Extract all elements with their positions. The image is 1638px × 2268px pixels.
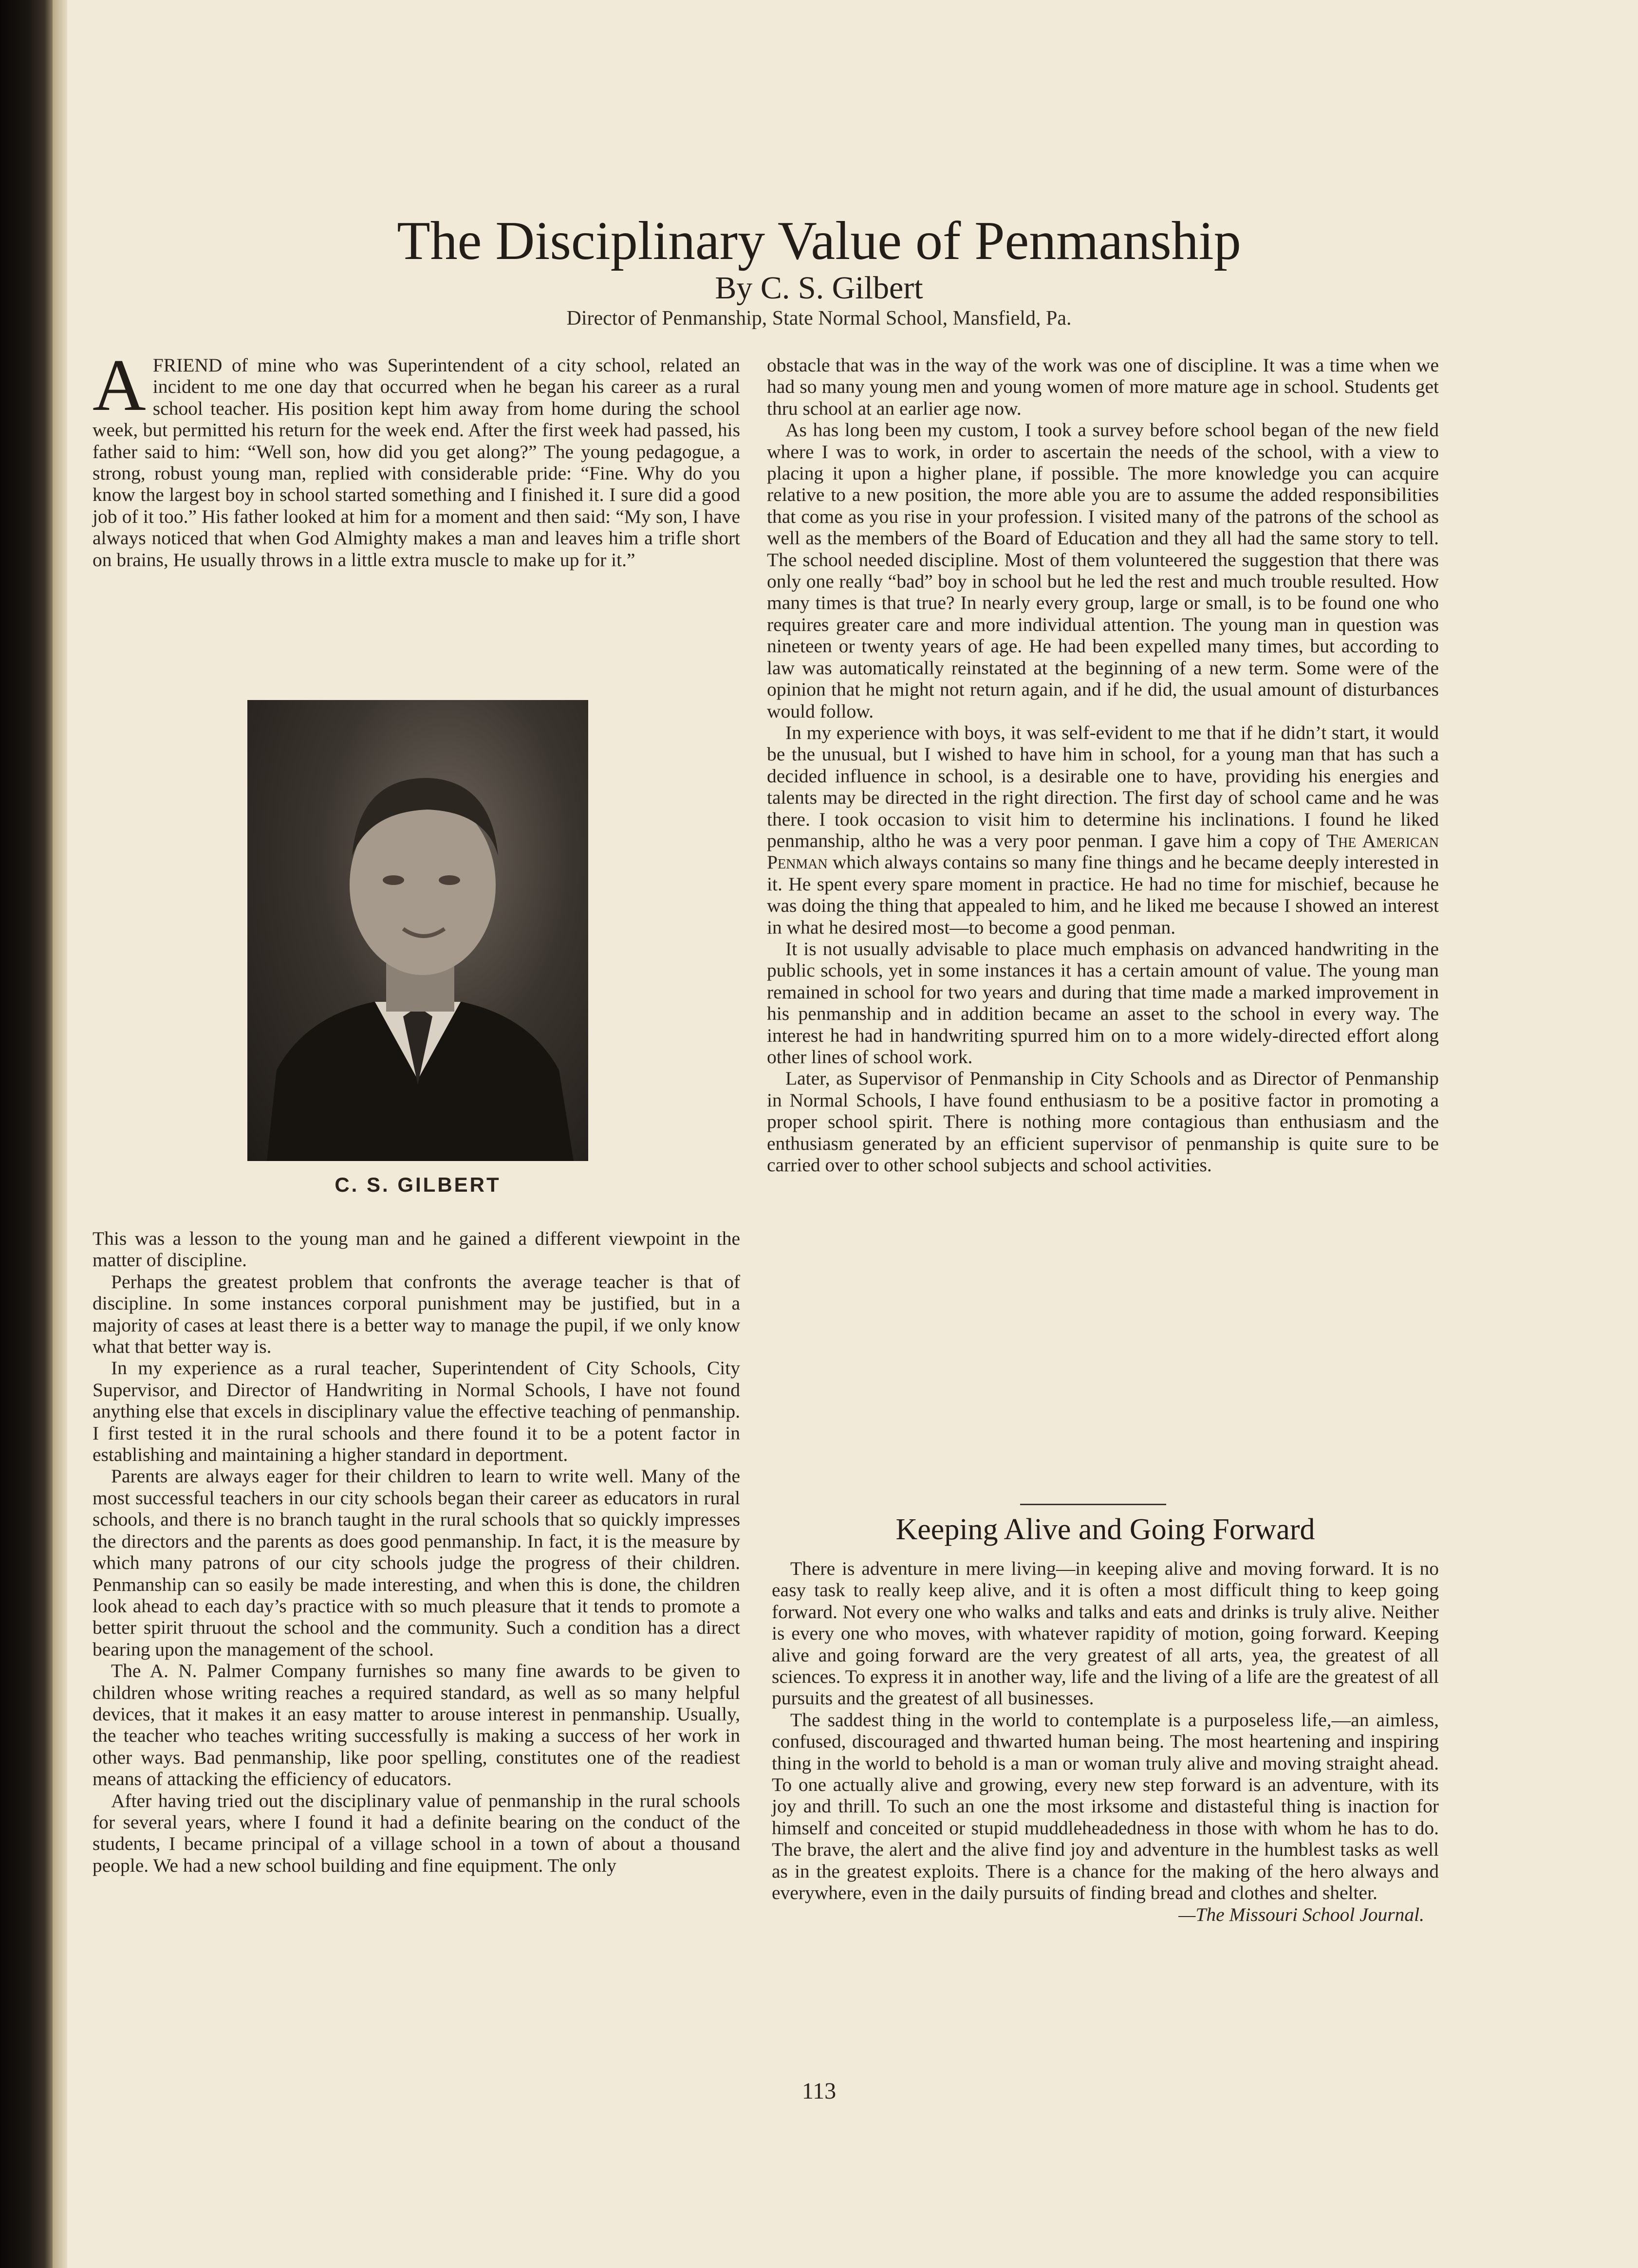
paragraph-text: In my experience with boys, it was self-evident to me that if he didn’t start, it would be the unusual, but I wished to have him in school, for a young man that has such a decided influence in school, is a desirable one to have, providing his energies and talents may be directed in the right direction. The first day of school came and he was there. I took occasion to visit him to determine his inclinations. I found he liked penmanship, altho he was a very poor penman. I gave him a copy of [767, 721, 1439, 851]
right-column-body [767, 354, 1439, 1176]
body-paragraph: As has long been my custom, I took a survey before school began of the new field where I was to work, in order to ascertain the needs of the school, with a view to placing it upon a higher plane, if possible. The more knowledge you can acquire relative to a new position, the more able you are to assume the added responsibilities that come as you rise in your profession. I visited many of the patrons of the school as well as the members of the Board of Education and they all had the same story to tell. The school needed discipline. Most of them volunteered the suggestion that there was only one really “bad” boy in school but he led the rest and much trouble resulted. How many times is that true? In nearly every group, large or small, is to be found one who requires greater care and more individual attention. The young man in question was nineteen or twenty years of age. He had been expelled many times, but according to law was automatically reinstated at the beginning of a new term. Some were of the opinion that he might not return again, and if he did, the usual amount of disturbances would follow. [767, 419, 1439, 722]
sidebar-title: Keeping Alive and Going Forward [895, 1513, 1315, 1546]
author-affiliation: Director of Penmanship, State Normal School, Mansfield, Pa. [566, 307, 1072, 330]
sidebar-body [772, 1558, 1439, 1925]
journal-title: The American Penman [767, 830, 1439, 873]
sidebar-paragraph: The saddest thing in the world to contemplate is a purposeless life,—an aimless, confused, discouraged and thwarted human being. The most heartening and inspiring thing in the world to behold is a man or woman truly alive and moving straight ahead. To one actually alive and growing, every new step forward is an adventure, with its joy and thrill. To such an one the most irksome and distasteful thing is inaction for himself and conceited or stupid muddleheadedness in those with whom he has to do. The brave, the alert and the alive find joy and adventure in the humblest tasks as well as in the greatest exploits. There is a chance for the making of the hero always and everywhere, even in the daily pursuits of finding bread and clothes and shelter. [772, 1709, 1439, 1904]
drop-cap: A [93, 344, 146, 426]
portrait-caption: C. S. GILBERT [335, 1173, 501, 1196]
section-divider [1020, 1504, 1166, 1505]
body-paragraph: It is not usually advisable to place much emphasis on advanced handwriting in the public schools, yet in some instances it has a certain amount of value. The young man remained in school for two years and during that time made a marked improvement in his penmanship and in addition became an asset to the school in every way. The interest he had in handwriting spurred him on to a more widely-directed effort along other lines of school work. [767, 938, 1439, 1068]
article-byline: By C. S. Gilbert [715, 270, 923, 306]
intro-text: FRIEND of mine who was Superintendent of a city school, related an incident to me one day that occurred when he began his career as a rural school teacher. His position kept him away from home during the school week, but permitted his return for the week end. After the first week had passed, his father said to him: “Well son, how did you get along?” The young pedagogue, a strong, robust young man, replied with considerable pride: “Fine. Why do you know the largest boy in school started something and I finished it. I sure did a good job of it too.” His father looked at him for a moment and then said: “My son, I have always noticed that when God Almighty makes a man and leaves him a trifle short on brains, He usually throws in a little extra muscle to make up for it.” [93, 354, 740, 571]
sidebar-source: —The Missouri School Journal. [1178, 1903, 1424, 1925]
sidebar-paragraph: There is adventure in mere living—in keeping alive and moving forward. It is no easy task to really keep alive, and it is often a most difficult thing to keep going forward. Not every one who walks and talks and eats and drinks is truly alive. Neither is every one who moves, with whatever rapidity of motion, going forward. Keeping alive and going forward are the very greatest of all arts, yea, the greatest of all sciences. To express it in another way, life and the living of a life are the greatest of all pursuits and the greatest of all businesses. [772, 1558, 1439, 1709]
body-paragraph: The A. N. Palmer Company furnishes so many fine awards to be given to children whose writing reaches a required standard, as well as so many helpful devices, that it makes it an easy matter to arouse interest in penmanship. Usually, the teacher who teaches writing successfully is making a success of her work in other ways. Bad penmanship, like poor spelling, constitutes one of the readiest means of attacking the efficiency of educators. [93, 1660, 740, 1790]
body-paragraph: In my experience as a rural teacher, Superintendent of City Schools, City Supervisor, and Director of Handwriting in Normal Schools, I have not found anything else that excels in disciplinary value the effective teaching of penmanship. I first tested it in the rural schools and there found it to be a potent factor in establishing and maintaining a higher standard in deportment. [93, 1357, 740, 1466]
body-paragraph: After having tried out the disciplinary value of penmanship in the rural schools for several years, where I found it had a definite bearing on the conduct of the students, I became principal of a village school in a town of about a thousand people. We had a new school building and fine equipment. The only [93, 1789, 740, 1876]
body-paragraph: Parents are always eager for their children to learn to write well. Many of the most successful teachers in our city schools began their career as educators in rural schools, and there is no branch taught in the rural schools that so quickly impresses the directors and the parents as does good penmanship. In fact, it is the measure by which many patrons of our city schools judge the progress of their children. Penmanship can so easily be made interesting, and when this is done, the children look ahead to each day’s practice with so much pleasure that it tends to promote a better spirit thruout the school and the community. Such a condition has a direct bearing upon the management of the school. [93, 1465, 740, 1660]
book-binding [0, 0, 53, 2268]
show-through-running-head [890, 126, 1572, 155]
body-paragraph: Later, as Supervisor of Penmanship in City Schools and as Director of Penmanship in Normal Schools, I have found enthusiasm to be a positive factor in promoting a proper school spirit. There is nothing more contagious than enthusiasm and the enthusiasm generated by an efficient supervisor of penmanship is quite sure to be carried over to other school subjects and school activities. [767, 1068, 1439, 1176]
body-paragraph: obstacle that was in the way of the work was one of discipline. It was a time when we had so many young men and young women of more mature age in school. Students get thru school at an earlier age now. [767, 354, 1439, 419]
left-column-body [93, 1228, 740, 1876]
intro-paragraph [93, 344, 740, 571]
author-portrait [247, 700, 588, 1161]
article-title: The Disciplinary Value of Penmanship [397, 211, 1241, 271]
body-paragraph: Perhaps the greatest problem that confronts the average teacher is that of discipline. In some instances corporal punishment may be justified, but in a majority of cases at least there is a better way to manage the pupil, if we only know what that better way is. [93, 1271, 740, 1358]
body-paragraph: This was a lesson to the young man and he gained a different viewpoint in the matter of discipline. [93, 1228, 740, 1271]
page-number: 113 [801, 2078, 837, 2104]
portrait-figure [247, 700, 588, 1161]
page-gutter-edge [53, 0, 67, 2268]
paragraph-text: which always contains so many fine things and he became deeply interested in it. He spent every spare moment in practice. He had no time for mischief, because he was doing the thing that appealed to him, and he liked me because I showed an interest in what he desired most—to become a good penman. [767, 851, 1439, 938]
left-column-intro [93, 344, 740, 571]
body-paragraph [767, 722, 1439, 938]
